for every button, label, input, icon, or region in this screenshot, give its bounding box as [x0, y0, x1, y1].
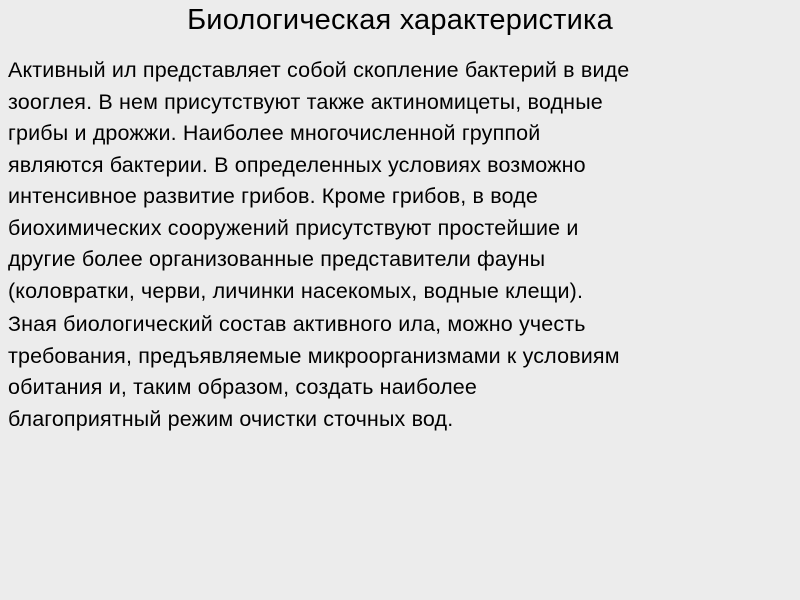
- paragraph-activated-sludge: [8, 55, 792, 307]
- text-line: Зная биологический состав активного ила, можно учесть: [8, 312, 586, 336]
- text-line: обитания и, таким образом, создать наиболее: [8, 375, 477, 399]
- text-line: зооглея. В нем присутствуют также актиномицеты, водные: [8, 89, 603, 114]
- text-line: интенсивное развитие грибов. Кроме грибов, в воде: [8, 184, 538, 208]
- text-line: требования, предъявляемые микроорганизмами к условиям: [8, 343, 620, 368]
- text-line: биохимических сооружений присутствуют простейшие и: [8, 215, 579, 240]
- text-line: грибы и дрожжи. Наиболее многочисленной группой: [8, 121, 541, 145]
- text-line: являются бактерии. В определенных условиях возможно: [8, 152, 586, 177]
- slide-body: [8, 55, 792, 437]
- text-line: другие более организованные представители фауны: [8, 247, 546, 271]
- paragraph-biological-composition: [8, 309, 792, 435]
- text-line: (коловратки, черви, личинки насекомых, водные клещи).: [8, 278, 584, 303]
- slide-title: Биологическая характеристика: [187, 4, 613, 36]
- text-line: Активный ил представляет собой скопление бактерий в виде: [8, 58, 630, 82]
- text-line: благоприятный режим очистки сточных вод.: [8, 406, 454, 431]
